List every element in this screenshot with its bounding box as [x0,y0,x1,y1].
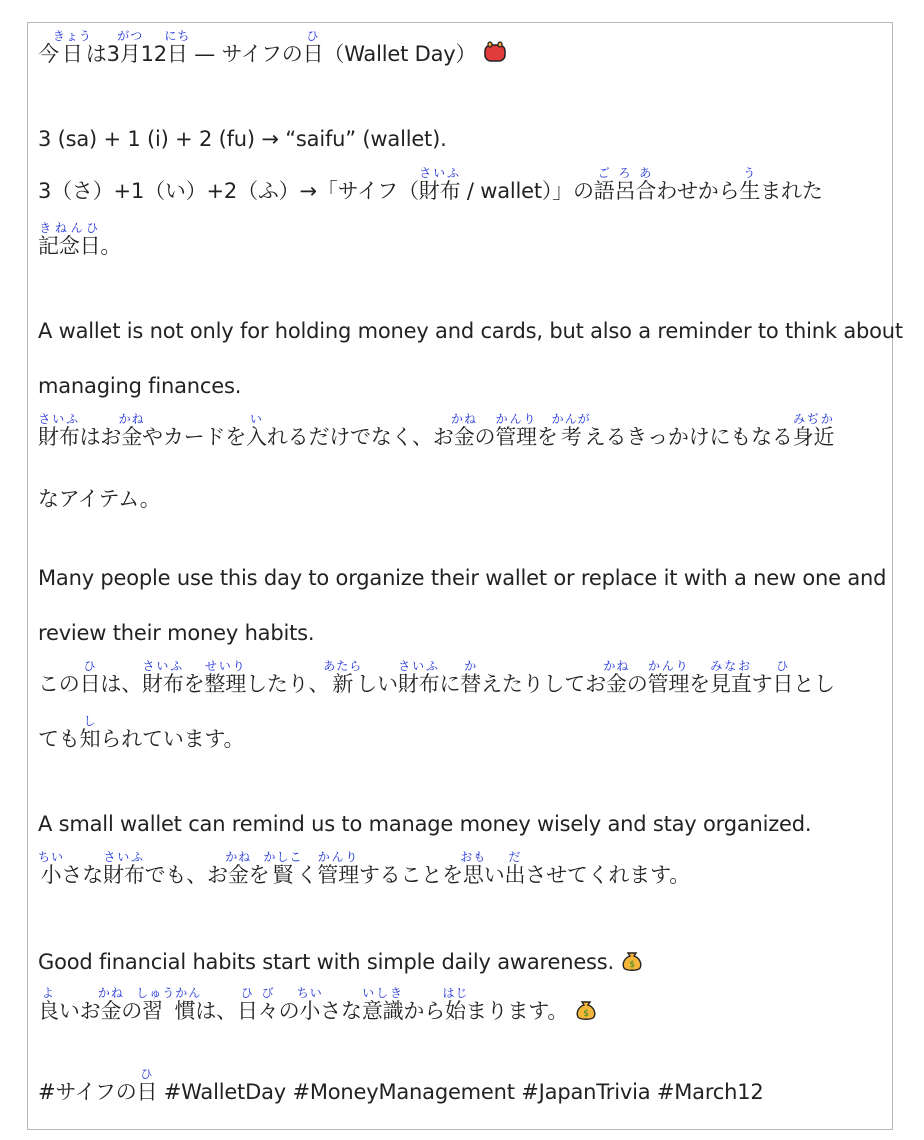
title-text: 12 [140,42,167,66]
money-bag-icon [621,948,643,977]
svg-text:$: $ [628,960,635,970]
p4-english: A small wallet can remind us to manage money wisely and stay organized. [38,812,812,836]
p1-japanese-line2: 記念日きねんひ。 [38,221,122,258]
money-bag-icon [575,997,597,1026]
p5-japanese: 良よいお金かねの習慣しゅうかんは、日々ひびの小ちいさな意識いしきから始はじまります。 $ [38,986,884,1026]
ruby-kyou: 日きょう [52,29,92,66]
p1-japanese-line1: 3（さ）+1（い）+2（ふ）→「サイフ（財布さいふ / wallet）」の語呂合ごろあわせから生うまれた [38,166,823,203]
p3-japanese-line2: ても知しられています。 [38,714,245,751]
p3-english-line1: Many people use this day to organize their wallet or replace it with a new one and [38,566,887,590]
p5-english [38,948,884,977]
p2-japanese-line1: 財布さいふはお金かねやカードを入いれるだけでなく、お金かねの管理かんりを考かんがえるきっかけにもなる身近みぢか [38,412,835,449]
hashtags: #サイフの日ひ #WalletDay #MoneyManagement #JapanTrivia #March12 [38,1067,764,1104]
hashtag-text: #サイフの [38,1080,137,1104]
title-text: （Wallet Day） [323,42,477,66]
title-text: — サイフの [187,42,303,66]
p4-japanese: 小ちいさな財布さいふでも、お金かねを賢かしこく管理かんりすることを思おもい出ださせてくれます。 [38,850,691,887]
p2-japanese-line2: なアイテム。 [38,487,161,511]
post-title [38,29,884,69]
hashtag-text: #WalletDay #MoneyManagement #JapanTrivia #March12 [157,1080,764,1104]
p2-english-line1: A wallet is not only for holding money and cards, but also a reminder to think about [38,319,903,343]
p3-english-line2: review their money habits. [38,621,315,645]
title-text: は3 [85,42,120,66]
ruby-nichi: 日にち [164,29,191,66]
svg-text:$: $ [582,1009,589,1019]
p3-japanese-line1: この日ひは、財布さいふを整理せいりしたり、新あたらしい財布さいふに替かえたりしてお金かねの管理かんりを見直みなおす日ひとし [38,659,835,696]
p1-english: 3 (sa) + 1 (i) + 2 (fu) → “saifu” (wallet). [38,127,447,151]
post-card [27,22,903,1130]
wallet-icon [483,40,507,69]
p5-english-text: Good financial habits start with simple daily awareness. [38,950,615,974]
title-text: 今 [38,42,59,66]
p2-english-line2: managing finances. [38,374,242,398]
ruby-gatsu: 月がつ [117,29,144,66]
ruby-hi: 日ひ [302,29,324,66]
